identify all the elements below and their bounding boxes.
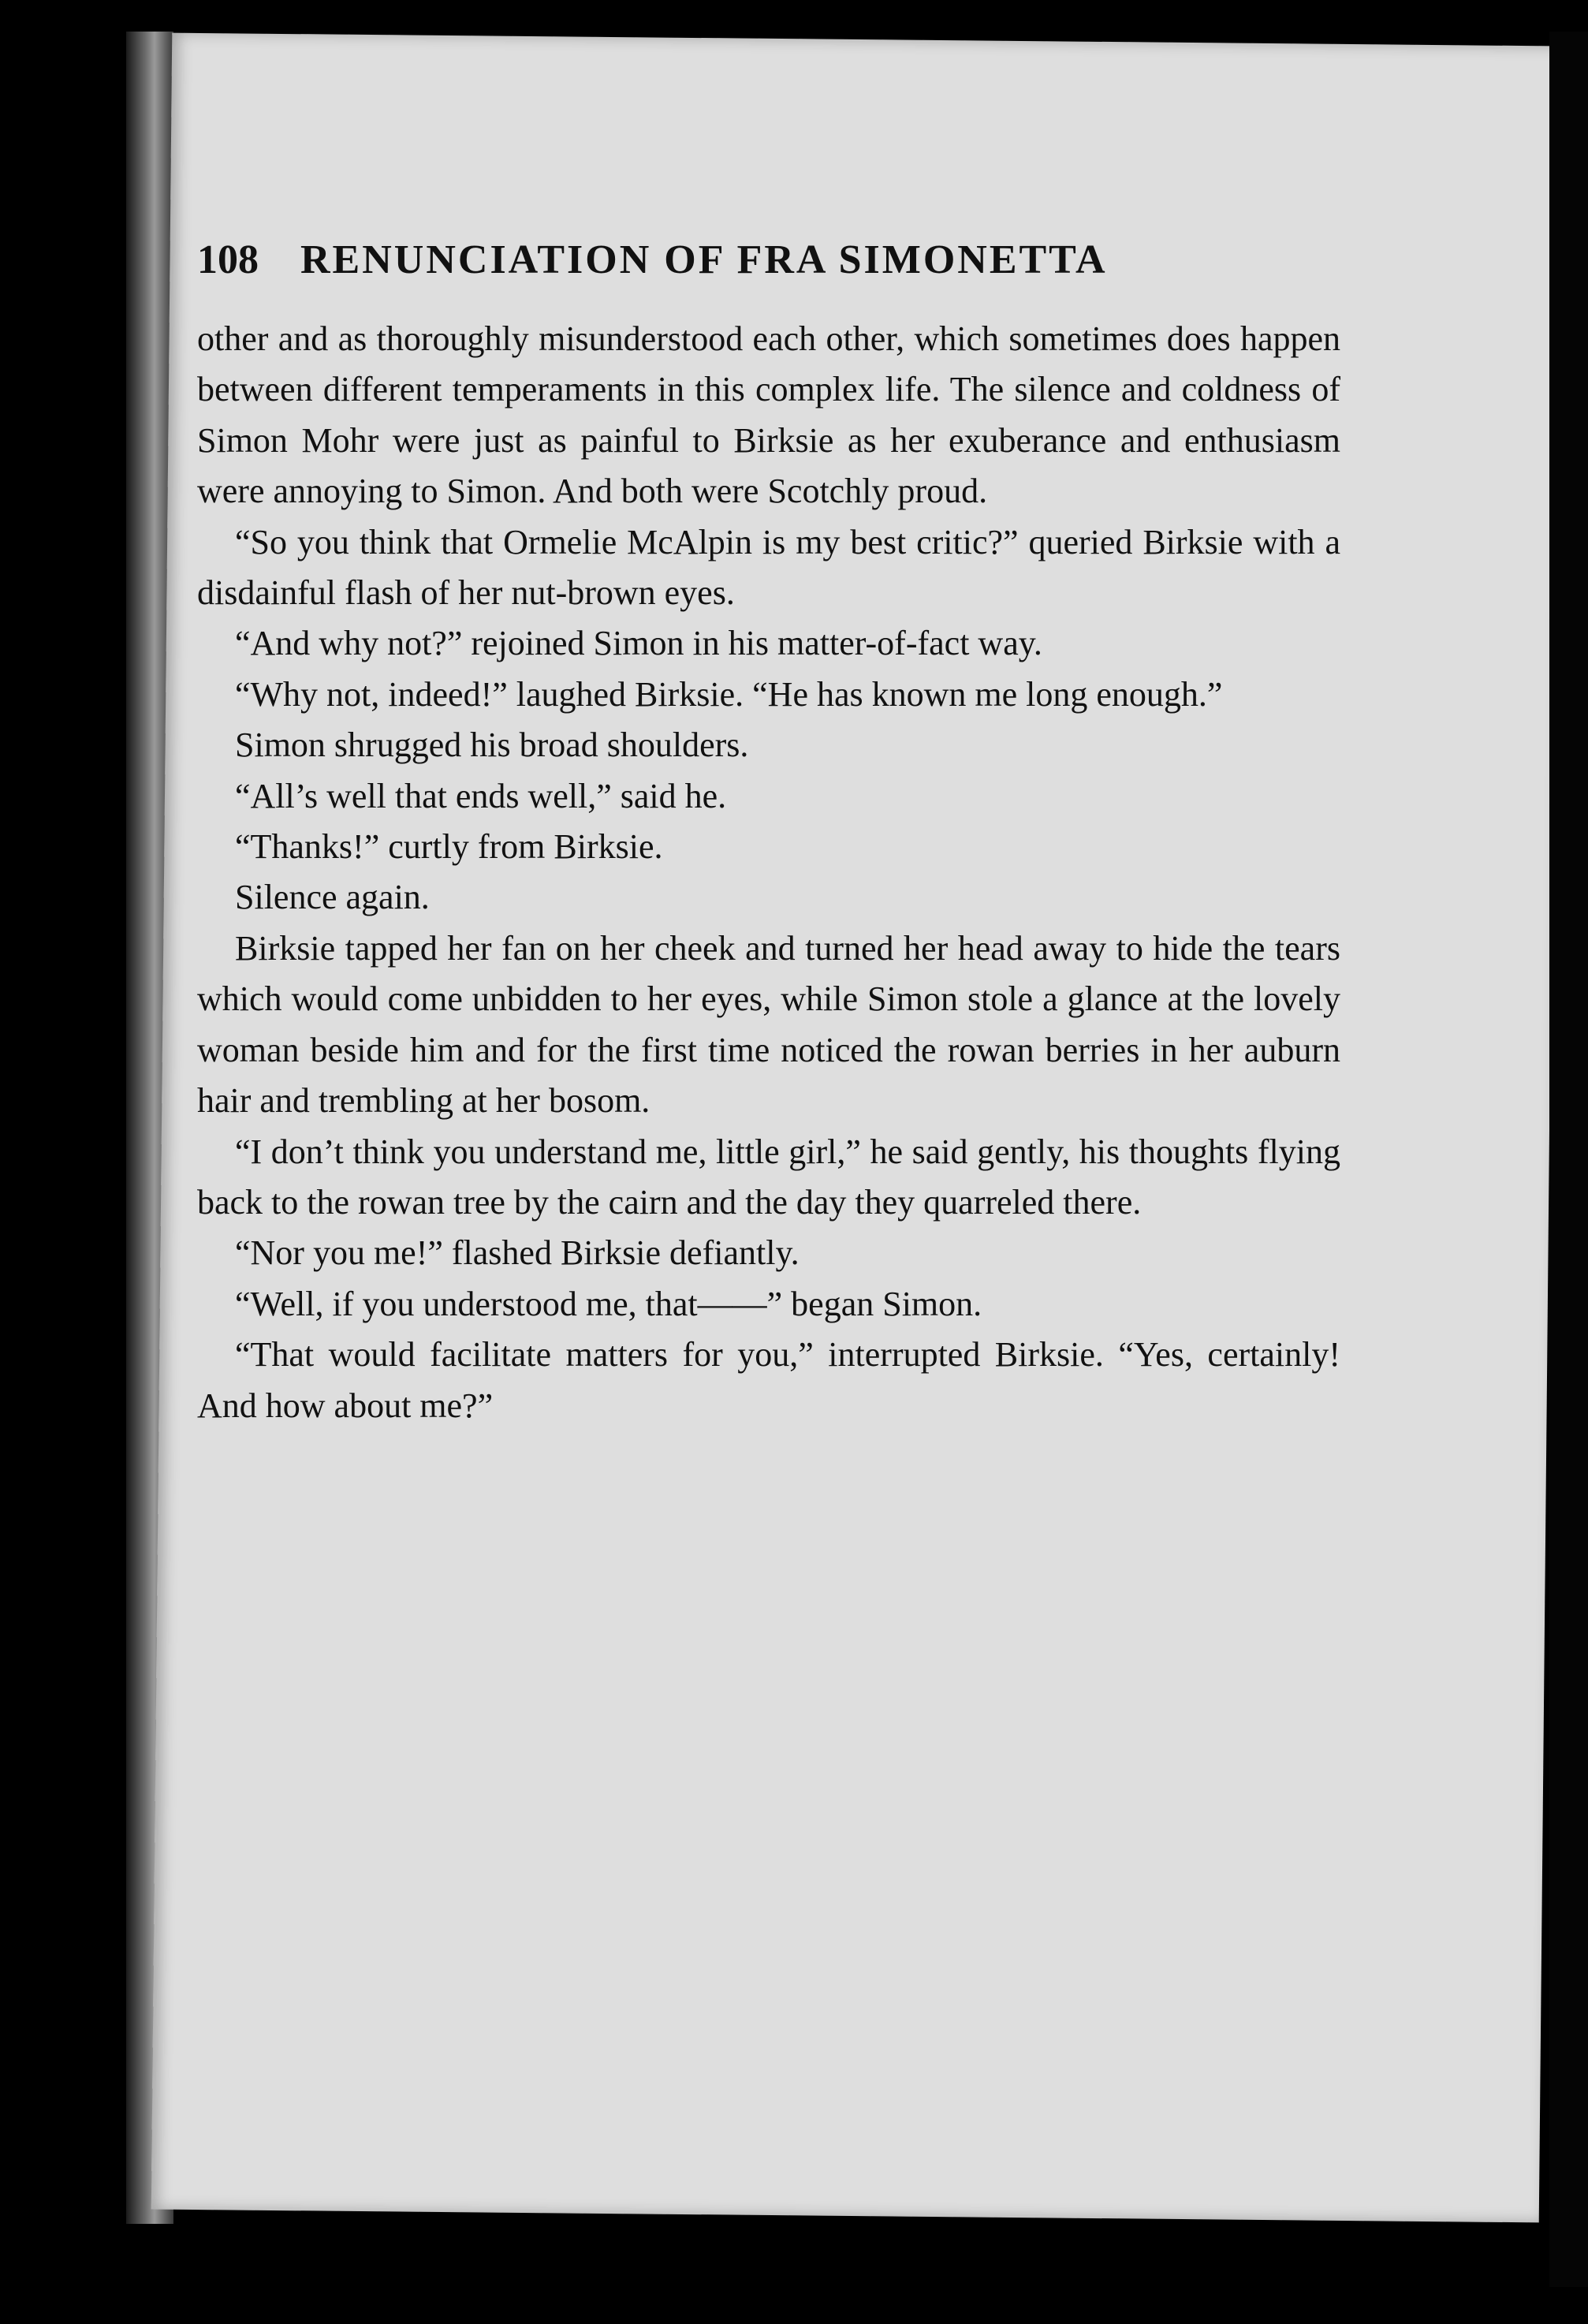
running-title: RENUNCIATION OF FRA SIMONETTA xyxy=(300,237,1108,282)
paragraph: “So you think that Ormelie McAlpin is my best critic?” queried Birksie with a disdainful flash of her nut-brown eyes. xyxy=(197,522,1340,613)
paragraph: Birksie tapped her fan on her cheek and turned her head away to hide the tears which would come unbidden to her eyes, while Simon stole a glance at the lovely woman beside him and for the first time noticed the rowan berries in her auburn hair and trembling at her bosom. xyxy=(197,928,1340,1121)
page-body-text xyxy=(197,314,1340,1431)
paragraph: “All’s well that ends well,” said he. xyxy=(235,776,727,815)
paragraph: “Well, if you understood me, that——” began Simon. xyxy=(235,1284,982,1323)
paragraph: “I don’t think you understand me, little girl,” he said gently, his thoughts flying back to the rowan tree by the cairn and the day they quarreled there. xyxy=(197,1132,1340,1222)
paragraph: “Nor you me!” flashed Birksie defiantly. xyxy=(235,1233,800,1273)
scan-border xyxy=(1549,32,1588,2287)
page-number: 108 xyxy=(197,237,259,282)
page-header xyxy=(197,237,1364,308)
paragraph: Simon shrugged his broad shoulders. xyxy=(235,726,749,765)
paragraph: Silence again. xyxy=(235,878,430,917)
paragraph: “That would facilitate matters for you,” interrupted Birksie. “Yes, certainly! And how about me?” xyxy=(197,1335,1340,1425)
paragraph: other and as thoroughly misunderstood each other, which sometimes does happen between different temperaments in this complex life. The silence and coldness of Simon Mohr were just as painful to Birksie as her exuberance and enthusiasm were annoying to Simon. And both were Scotchly proud. xyxy=(197,319,1340,511)
paragraph: “Why not, indeed!” laughed Birksie. “He has known me long enough.” xyxy=(235,674,1223,714)
paragraph: “Thanks!” curtly from Birksie. xyxy=(235,827,663,867)
paragraph: “And why not?” rejoined Simon in his matter-of-fact way. xyxy=(235,624,1042,663)
